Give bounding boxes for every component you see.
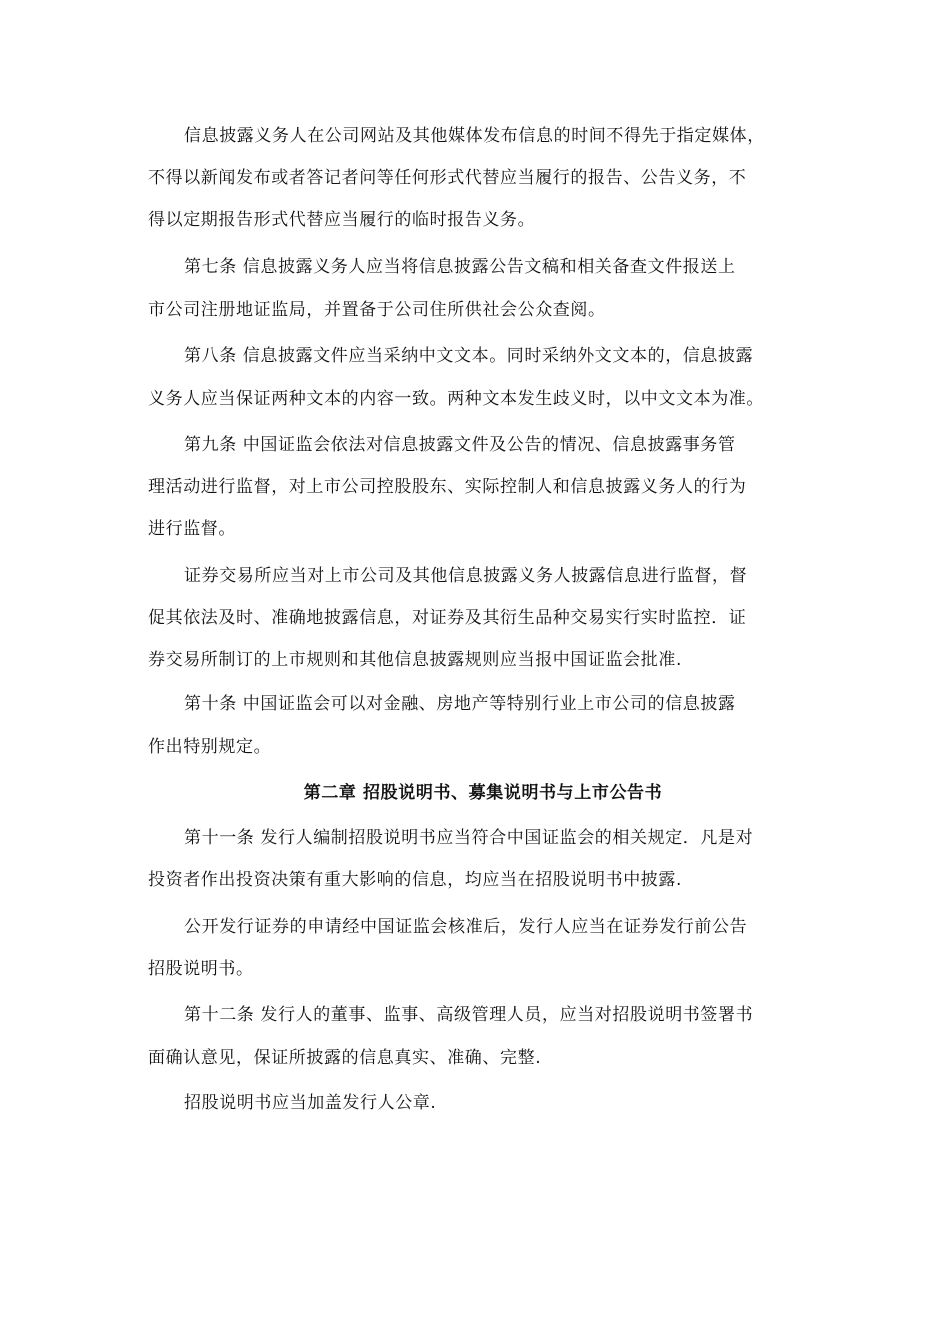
text-line: 第十二条 发行人的董事、监事、高级管理人员，应当对招股说明书签署书	[184, 1005, 754, 1025]
text-line: 公开发行证券的申请经中国证监会核准后，发行人应当在证券发行前公告	[184, 917, 748, 937]
text-line: 第七条 信息披露义务人应当将信息披露公告文稿和相关备查文件报送上	[184, 257, 736, 277]
text-line: 促其依法及时、准确地披露信息，对证券及其衍生品种交易实行实时监控．证	[148, 608, 747, 628]
text-line: 第八条 信息披露文件应当采纳中文文本。同时采纳外文文本的，信息披露	[184, 346, 754, 366]
text-line: 市公司注册地证监局，并置备于公司住所供社会公众查阅。	[148, 300, 606, 320]
text-line: 第九条 中国证监会依法对信息披露文件及公告的情况、信息披露事务管	[184, 435, 736, 455]
text-line: 得以定期报告形式代替应当履行的临时报告义务。	[148, 210, 536, 230]
text-line: 不得以新闻发布或者答记者问等任何形式代替应当履行的报告、公告义务，不	[148, 168, 747, 188]
text-line: 义务人应当保证两种文本的内容一致。两种文本发生歧义时，以中文文本为准。	[148, 389, 764, 409]
text-line: 作出特别规定。	[148, 737, 272, 757]
text-line: 招股说明书。	[148, 959, 254, 979]
text-line: 第十一条 发行人编制招股说明书应当符合中国证监会的相关规定．凡是对	[184, 828, 754, 848]
chapter-heading: 第二章 招股说明书、募集说明书与上市公告书	[303, 783, 663, 803]
text-line: 投资者作出投资决策有重大影响的信息，均应当在招股说明书中披露.	[148, 870, 683, 890]
text-line: 招股说明书应当加盖发行人公章.	[184, 1093, 437, 1113]
text-line: 信息披露义务人在公司网站及其他媒体发布信息的时间不得先于指定媒体，	[184, 126, 765, 146]
text-line: 理活动进行监督，对上市公司控股股东、实际控制人和信息披露义务人的行为	[148, 477, 747, 497]
text-line: 券交易所制订的上市规则和其他信息披露规则应当报中国证监会批准.	[148, 650, 683, 670]
text-line: 进行监督。	[148, 519, 236, 539]
text-line: 证券交易所应当对上市公司及其他信息披露义务人披露信息进行监督，督	[184, 566, 748, 586]
text-line: 第十条 中国证监会可以对金融、房地产等特别行业上市公司的信息披露	[184, 694, 736, 714]
text-line: 面确认意见，保证所披露的信息真实、准确、完整.	[148, 1048, 542, 1068]
